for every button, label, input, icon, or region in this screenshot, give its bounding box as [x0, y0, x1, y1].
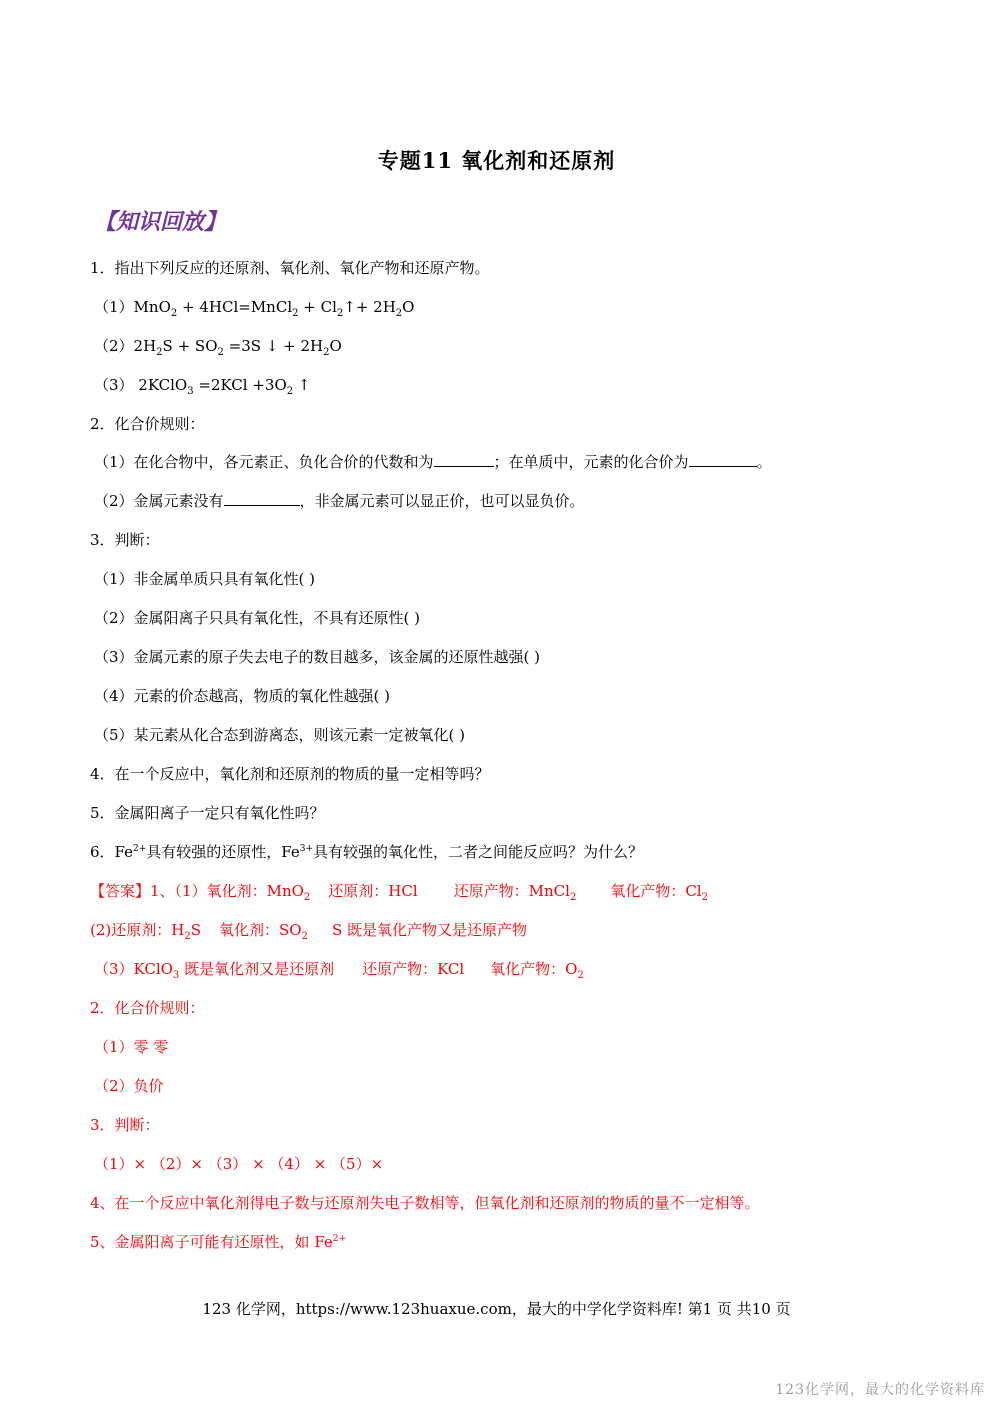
answer-4: 4、在一个反应中氧化剂得电子数与还原剂失电子数相等，但氧化剂和还原剂的物质的量不一定相等。	[90, 1194, 760, 1212]
watermark: 123化学网，最大的化学资料库	[775, 1382, 985, 1398]
question-5: 5．金属阳离子一定只有氧化性吗？	[90, 804, 325, 822]
fill-blank[interactable]	[434, 452, 494, 467]
page-footer: 123 化学网，https://www.123huaxue.com，最大的中学化学资料库! 第1 页 共10 页	[202, 1300, 791, 1318]
question-6: 6．$Fe^{2+}$具有较强的还原性，$Fe^{3+}$具有较强的氧化性，二者之间能反应吗？为什么？	[90, 843, 644, 861]
reaction-2: $(2)2H_2S + SO_2 =3S$ ↓ + $2H_2O$	[94, 337, 342, 358]
question-4: 4．在一个反应中，氧化剂和还原剂的物质的量一定相等吗？	[90, 765, 490, 783]
answer-2-heading: 2．化合价规则：	[90, 999, 205, 1017]
judgement-item: （2）金属阳离子只具有氧化性，不具有还原性( )	[94, 609, 421, 627]
judgement-item: （4）元素的价态越高，物质的氧化性越强( )	[94, 687, 391, 705]
answer-2-2: （2）负价	[94, 1077, 164, 1095]
judgement-item: （5）某元素从化合态到游离态，则该元素一定被氧化( )	[94, 726, 466, 744]
question-1-stem: 1．指出下列反应的还原剂、氧化剂、氧化产物和还原产物。	[90, 259, 490, 277]
answer-3-list: （1）× （2）× （3） × （4） × （5）×	[94, 1155, 384, 1173]
question-3-stem: 3．判断：	[90, 531, 160, 549]
question-2-line-1: （1）在化合物中，各元素正、负化合价的代数和为 ；在单质中，元素的化合价为 。	[94, 453, 772, 471]
fill-blank[interactable]	[689, 452, 757, 467]
answer-3-heading: 3．判断：	[90, 1116, 160, 1134]
reaction-1: （1）MnO$_2$ + 4HCl=MnCl$_2$ + $Cl_2↑+ 2H_2O$	[94, 298, 415, 319]
answer-2-1: （1）零 零	[94, 1038, 169, 1056]
judgement-item: （3）金属元素的原子失去电子的数目越多，该金属的还原性越强( )	[94, 648, 541, 666]
page-title: 专题11 氧化剂和还原剂	[377, 148, 616, 173]
answer-1-3: （3）KClO$_3$ 既是氧化剂又是还原剂 还原产物：KCl 氧化产物：$O_2$	[94, 960, 584, 981]
reaction-3: （3） 2KClO$_3$ $=2KCl +3O_2$ ↑	[94, 376, 311, 397]
judgement-item: （1）非金属单质只具有氧化性( )	[94, 570, 316, 588]
question-2-line-2: （2）金属元素没有 ，非金属元素可以显正价，也可以显负价。	[94, 492, 585, 510]
answer-5: 5、金属阳离子可能有还原性，如 $Fe^{2+}$	[90, 1233, 347, 1251]
section-heading-knowledge-review: 【知识回放】	[94, 209, 227, 235]
fill-blank[interactable]	[224, 491, 300, 506]
answer-1-2: (2)还原剂：$H_2S$ 氧化剂：$SO_2$ S 既是氧化产物又是还原产物	[90, 921, 527, 942]
question-2-stem: 2．化合价规则：	[90, 415, 205, 433]
answer-1-1: 【答案】1、（1）氧化剂：MnO$_2$ 还原剂：HCl 还原产物：MnCl$_2$ 氧化产物：$Cl_2$	[90, 882, 708, 903]
